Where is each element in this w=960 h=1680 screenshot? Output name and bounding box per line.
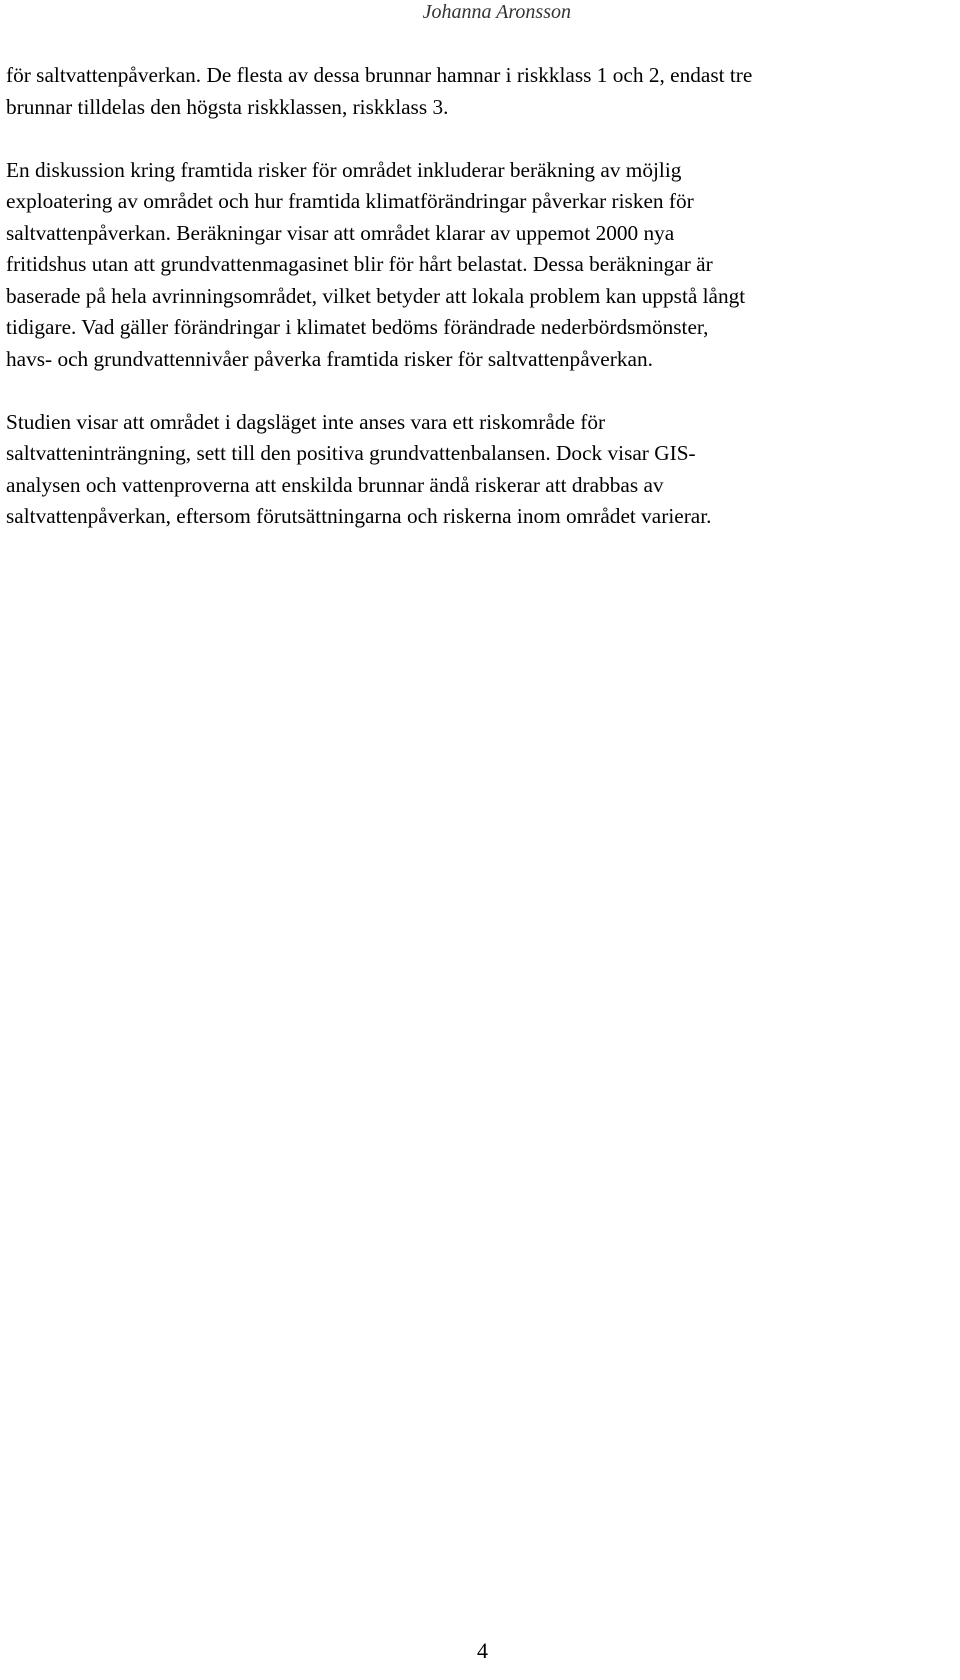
page-number: 4: [477, 1638, 488, 1663]
paragraph-line: En diskussion kring framtida risker för området inkluderar beräkning av möjlig: [6, 157, 682, 182]
paragraph-line: saltvattenpåverkan. Beräkningar visar att området klarar av uppemot 2000 nya: [6, 220, 675, 245]
paragraph-line: brunnar tilldelas den högsta riskklassen, riskklass 3.: [6, 94, 449, 119]
paragraph-line: för saltvattenpåverkan. De flesta av dessa brunnar hamnar i riskklass 1 och 2, endast tre: [6, 63, 753, 87]
body-text: [6, 60, 958, 564]
paragraph-line: exploatering av området och hur framtida klimatförändringar påverkar risken för: [6, 189, 694, 213]
paragraph-line: tidigare. Vad gäller förändringar i klimatet bedöms förändrade nederbördsmönster,: [6, 315, 709, 339]
paragraph-2: [6, 155, 958, 376]
paragraph-3: [6, 407, 958, 533]
running-header-author: Johanna Aronsson: [422, 1, 571, 23]
paragraph-line: saltvatteninträngning, sett till den positiva grundvattenbalansen. Dock visar GIS-: [6, 441, 696, 465]
paragraph-line: baserade på hela avrinningsområdet, vilket betyder att lokala problem kan uppstå långt: [6, 283, 746, 308]
paragraph-line: fritidshus utan att grundvattenmagasinet blir för hårt belastat. Dessa beräkningar är: [6, 252, 713, 276]
paragraph-1: [6, 60, 958, 123]
paragraph-line: analysen och vattenproverna att enskilda brunnar ändå riskerar att drabbas av: [6, 472, 664, 497]
paragraph-line: saltvattenpåverkan, eftersom förutsättningarna och riskerna inom området varierar.: [6, 504, 712, 528]
paragraph-line: Studien visar att området i dagsläget inte anses vara ett riskområde för: [6, 409, 606, 434]
paragraph-line: havs- och grundvattennivåer påverka framtida risker för saltvattenpåverkan.: [6, 346, 653, 371]
